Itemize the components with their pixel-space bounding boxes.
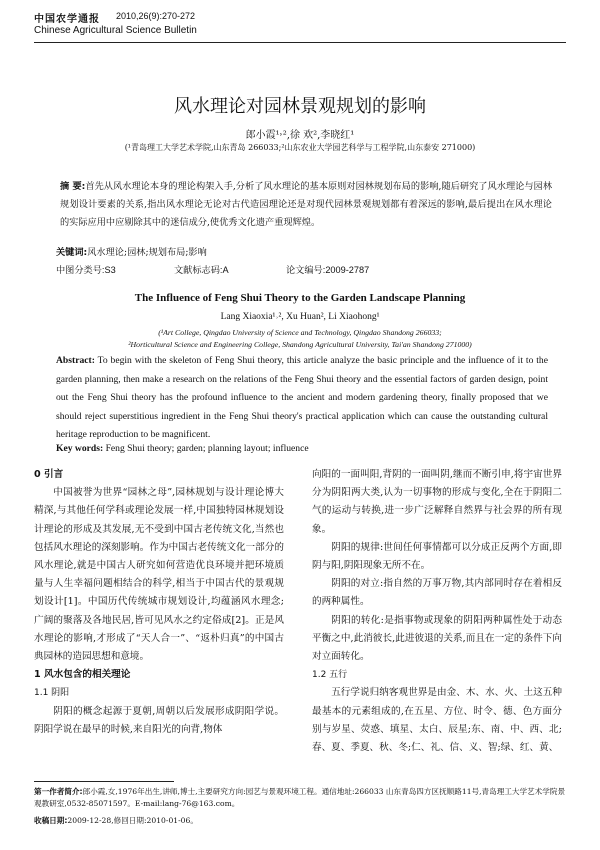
header-rule <box>34 42 566 43</box>
document-code <box>174 262 229 276</box>
journal-issue: 2010,26(9):270-272 <box>116 11 196 21</box>
footnote-rule <box>34 781 174 782</box>
article-number <box>286 262 369 276</box>
section-1-1-paragraph: 阴阳的概念起源于夏朝,周朝以后发展形成阴阳学说。阴阳学说在最早的时候,来自阳光的向背,物体 <box>34 705 284 735</box>
title-cn: 风水理论对园林景观规划的影响 <box>174 96 426 117</box>
body-column-left <box>34 466 284 739</box>
keywords-en-text: Feng Shui theory; garden; planning layout; influence <box>105 443 309 454</box>
yinyang-transform-paragraph: 阴阳的转化:是指事物或现象的阴阳两种属性处于动态平衡之中,此消彼长,此进彼退的关系,而且在一定的条件下向对立面转化。 <box>312 614 562 663</box>
authors-cn: 郎小霞¹˒²,徐 欢²,李晓红¹ <box>245 130 355 141</box>
body-column-right <box>312 466 562 757</box>
section-1-heading: 1 风水包含的相关理论 <box>34 669 131 681</box>
abstract-en-text: To begin with the skeleton of Feng Shui theory, this article analyze the basic principle and the influence of it to the garden planning, then make a research on the relations of the Feng Shui theory and the essential factors of garden design, point out the Feng Shui theory has the profound influence to the ancient and modern gardening theory, finally proposed that we should reject superstitious ingredient in the Feng Shui theory's practical application which can cause the outstanding cultural heritage reproduction to be magnificent. <box>56 355 548 441</box>
authors-en: Lang Xiaoxia¹˒², Xu Huan², Li Xiaohong¹ <box>220 312 380 322</box>
abstract-en <box>56 352 548 445</box>
paragraph-continued: 向阳的一面叫阳,背阴的一面叫阴,继而不断引申,将宇宙世界分为阴阳两大类,认为一切事物的形成与变化,全在于阴阳二气的运动与转换,进一步广泛解释自然界与社会界的所有现象。 <box>312 469 562 535</box>
abstract-en-label: Abstract: <box>56 355 95 366</box>
keywords-en-label: Key words: <box>56 443 104 454</box>
footnote-dates-label: 收稿日期: <box>34 816 68 825</box>
keywords-cn <box>56 244 207 258</box>
section-0-heading: 0 引言 <box>34 469 64 480</box>
keywords-en <box>56 443 309 454</box>
keywords-cn-text: 风水理论;园林;规划布局;影响 <box>87 247 207 258</box>
doc-code-label: 文献标志码: <box>174 265 223 275</box>
yinyang-rule-paragraph: 阴阳的规律:世间任何事情都可以分成正反两个方面,即阴与阳,阴阳现象无所不在。 <box>312 541 562 572</box>
journal-name-cn: 中国农学通报 <box>34 14 100 25</box>
abstract-cn-text: 首先从风水理论本身的理论构架入手,分析了风水理论的基本原则对园林规划布局的影响,随后研究了风水理论与园林规划设计要素的关系,指出风水理论无论对古代造园理论还是对现代园林景观规划都有着深远的影响,最后提出在风水理论的实际应用中应剔除其中的迷信成分,使优秀文化遗产重现辉煌。 <box>60 181 553 228</box>
abstract-cn-label: 摘 要: <box>60 181 86 192</box>
affiliation-en-2: ²Horticultural Science and Engineering College, Shandong Agricultural University, Tai'an Shandong 271000) <box>128 340 472 349</box>
title-en: The Influence of Feng Shui Theory to the Garden Landscape Planning <box>134 292 466 304</box>
section-1-2-heading: 1.2 五行 <box>312 670 348 681</box>
clc-label: 中图分类号: <box>56 265 105 275</box>
abstract-cn <box>60 178 552 232</box>
footnote-author-text: 郎小霞,女,1976年出生,讲师,博士,主要研究方向:园艺与景观环境工程。通信地址:266033 山东青岛四方区抚顺路11号,青岛理工大学艺术学院景观教研室,0532-85071597。E-mail:lang-76@163.com。 <box>34 787 566 808</box>
wuxing-paragraph: 五行学说归纳客观世界是由金、木、水、火、土这五种最基本的元素组成的,在五星、方位、时令、德、色方面分别与岁星、荧惑、填星、太白、辰星;东、南、中、西、北;春、夏、季夏、秋、冬;仁、礼、信、义、智;绿、红、黄、 <box>312 687 562 754</box>
section-1-1-heading: 1.1 阴阳 <box>34 688 70 699</box>
affiliation-cn: (¹青岛理工大学艺术学院,山东青岛 266033;²山东农业大学园艺科学与工程学院,山东泰安 271000) <box>124 143 476 152</box>
footnote-author <box>34 786 566 810</box>
keywords-cn-label: 关键词: <box>56 247 88 258</box>
clc-value: S3 <box>104 265 116 275</box>
doc-code-value: A <box>222 265 229 275</box>
clc-number <box>56 262 116 276</box>
article-number-value: 2009-2787 <box>325 265 370 275</box>
journal-name-en: Chinese Agricultural Science Bulletin <box>34 25 197 36</box>
section-0-paragraph: 中国被誉为世界“园林之母”,园林规划与设计理论博大精深,与其他任何学科或理论发展一样,中国独特园林规划设计理论的形成及其发展,无不受到中国古老传统文化,当然也包括风水理论的深刻影响。作为中国古老传统文化一部分的风水理论,就是中国古人研究如何营造优良环境并把环境质量与人生幸福问题相结合的科学,相当于中国古代的景观规划设计[1]。中国历代传统城市规划设计,均蕴涵风水理念;广阔的聚落及各地民居,皆可见风水之约定俗成[2]。正是风水理论的影响,才形成了“天人合一”、“返朴归真”的中国古典园林的造园思想和意境。 <box>34 487 284 663</box>
article-number-label: 论文编号: <box>286 265 326 275</box>
affiliation-en-1: (¹Art College, Qingdao University of Science and Technology, Qingdao Shandong 266033; <box>158 328 442 337</box>
footnote-dates-text: 2009-12-28,修回日期:2010-01-06。 <box>67 816 198 825</box>
footnote-author-label: 第一作者简介: <box>34 787 83 796</box>
footnote-dates <box>34 815 566 827</box>
yinyang-opposition-paragraph: 阴阳的对立:指自然的万事万物,其内部同时存在着相反的两种属性。 <box>312 578 562 608</box>
